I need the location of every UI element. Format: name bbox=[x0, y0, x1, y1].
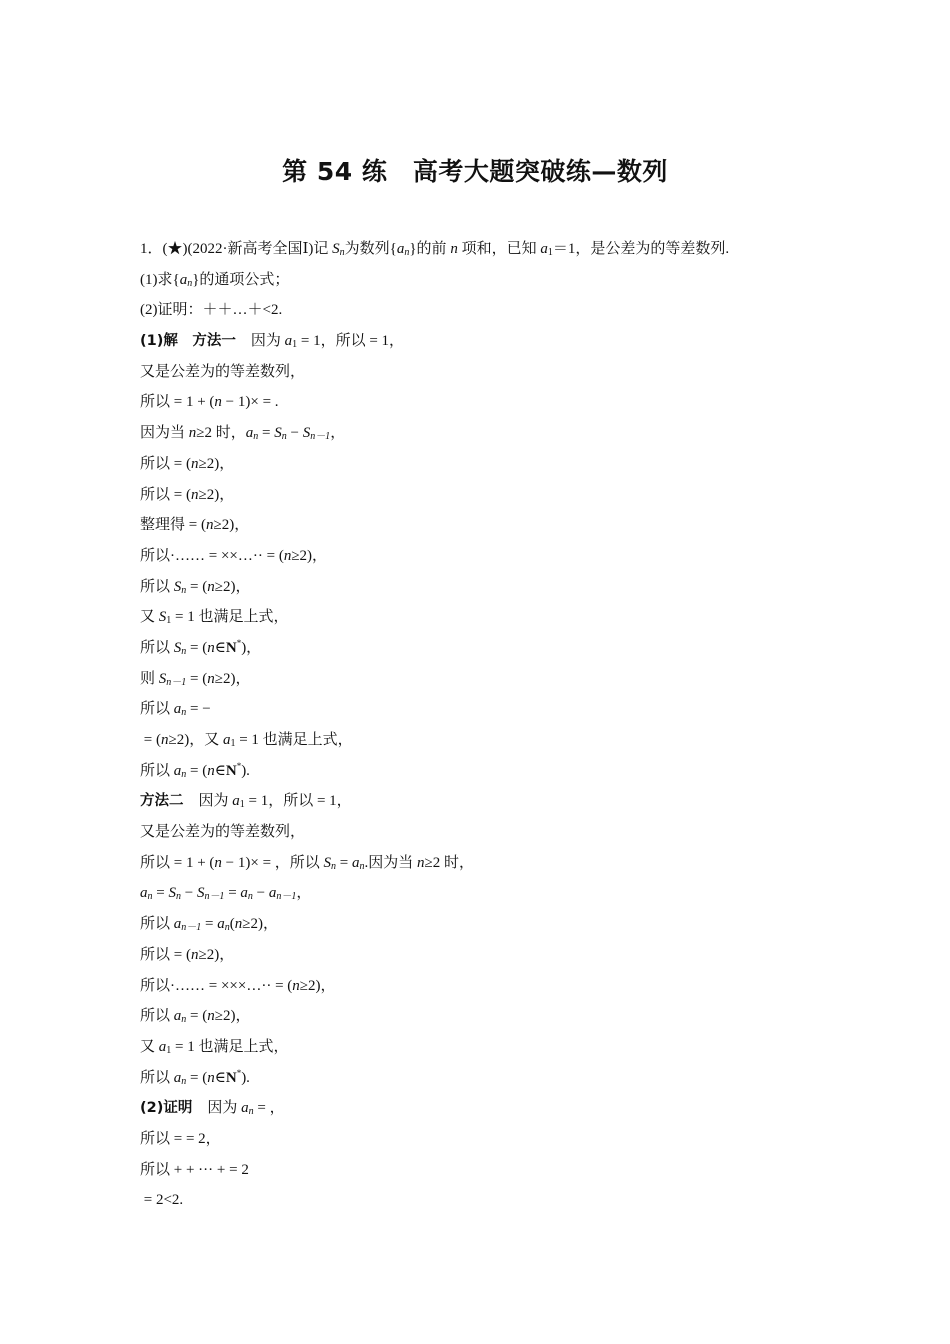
solution-line: 又是公差为的等差数列， bbox=[140, 363, 306, 380]
solution-line: 则 $S_{n-1} = (n\ge 2)$， bbox=[140, 670, 251, 688]
solution-line: 所以 = = 2， bbox=[140, 1130, 221, 1147]
solution-line: 又 $a_1 = 1$ 也满足上式， bbox=[140, 1038, 289, 1056]
solution-line: $a_n = S_n - S_{n-1} = a_n - a_{n-1}$， bbox=[140, 885, 312, 903]
solution-line: 所以 $a_n = (n\ge 2)$， bbox=[140, 1008, 251, 1026]
solution-line: 所以 + + ··· + = 2 bbox=[140, 1161, 249, 1178]
solution-line: 所以 $a_{n-1} = a_n(n\ge 2)$， bbox=[140, 916, 278, 934]
solution-line: 所以 = 1 + (n − 1)× = . bbox=[140, 394, 279, 411]
question-2: (2)证明：＋＋…＋<2. bbox=[140, 302, 283, 319]
solution-line: 所以 $a_n$ = (n∈N*). bbox=[140, 760, 250, 780]
solution-line: 又 $S_1 = 1$ 也满足上式， bbox=[140, 609, 289, 627]
solution-line: 整理得 = (n≥2)， bbox=[140, 517, 250, 534]
solution-line: 又是公差为的等差数列， bbox=[140, 824, 306, 841]
solution-line: 因为当 n≥2 时，$a_n = S_n - S_{n-1}$， bbox=[140, 425, 346, 443]
method-two-label: 方法二 bbox=[140, 793, 184, 810]
solution-line: 所以·…… = ×××…·· = (n≥2)， bbox=[140, 977, 336, 994]
question-1: (1)求$\{a_n\}$的通项公式； bbox=[140, 271, 290, 289]
page-title: 第 54 练 高考大题突破练—数列 bbox=[282, 157, 668, 186]
solution-line: 所以 = (n≥2)， bbox=[140, 946, 235, 963]
solution-line: 所以 $S_n$ = (n∈N*)， bbox=[140, 637, 262, 657]
solution-line: 所以 = (n≥2)， bbox=[140, 486, 235, 503]
solution-line: 所以 = (n≥2)， bbox=[140, 455, 235, 472]
method-one-label: (1)解 方法一 bbox=[140, 333, 236, 350]
solution-line: = 2<2. bbox=[140, 1192, 184, 1209]
solution-line: 所以·…… = ××…·· = (n≥2)， bbox=[140, 547, 328, 564]
solution-line: 所以 = 1 + (n − 1)× = ，所以 $S_n = a_n$.因为当 n≥2 时， bbox=[140, 854, 475, 872]
solution-line: 所以 $a_n$ = (n∈N*). bbox=[140, 1067, 250, 1087]
solution-line: (2)证明 因为 $a_n$ = ， bbox=[140, 1100, 285, 1118]
solution-line: = (n≥2)，又 $a_1 = 1$ 也满足上式， bbox=[140, 732, 353, 749]
solution-line: 所以 $S_n = (n\ge 2)$， bbox=[140, 578, 251, 596]
problem-statement: 1．(★)(2022·新高考全国Ⅰ)记 $S_n$为数列$\{a_n\}$的前 n 项和，已知 $a_1=1$，是公差为的等差数列. bbox=[140, 241, 730, 258]
proof-label: (2)证明 bbox=[140, 1100, 193, 1117]
solution-line: 所以 $a_n$ = − bbox=[140, 701, 211, 719]
solution-line: (1)解 方法一 因为 $a_1 = 1$，所以 = 1， bbox=[140, 333, 405, 351]
solution-line: 方法二 因为 $a_1 = 1$，所以 = 1， bbox=[140, 793, 352, 811]
document-body bbox=[140, 234, 820, 1216]
